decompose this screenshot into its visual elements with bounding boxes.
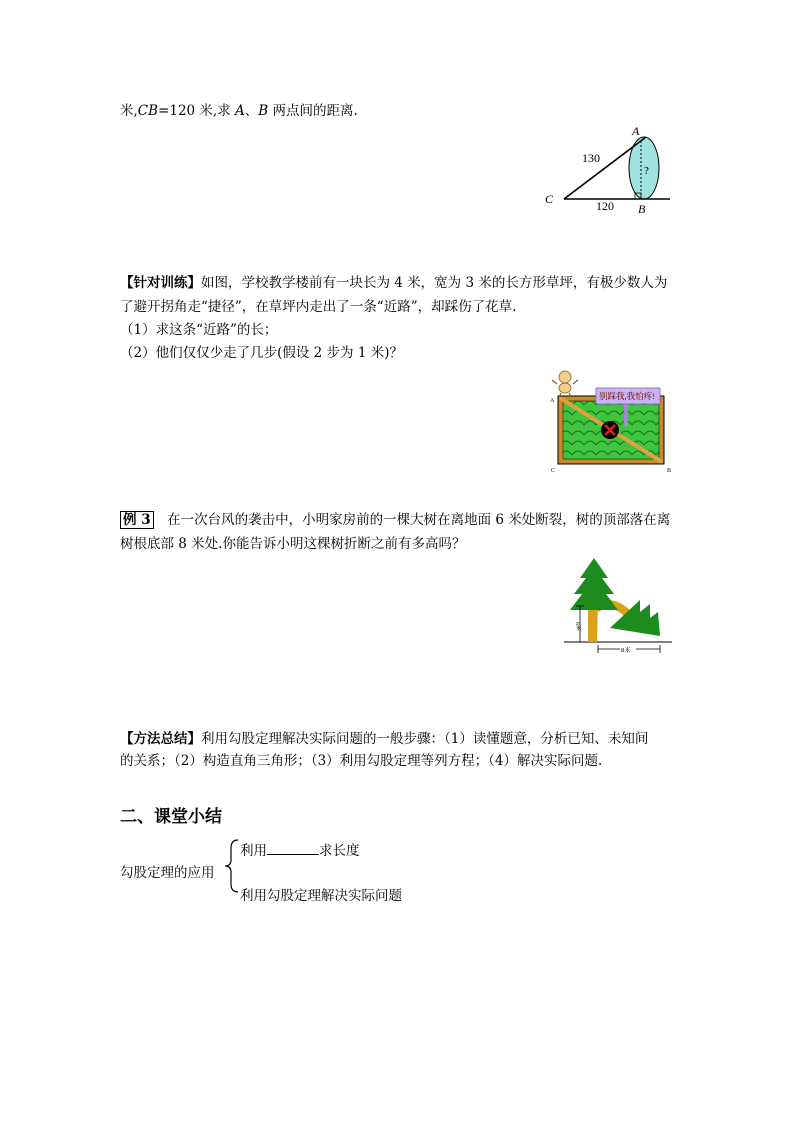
training-line-1 [120, 274, 680, 292]
broken-tree-figure [560, 552, 676, 656]
label-c: C [545, 192, 554, 206]
intro-text-cb-eq: =120 米,求 [158, 103, 235, 119]
training-text-1: 如图，学校教学楼前有一块长为 4 米，宽为 3 米的长方形草坪，有极少数人为 [201, 275, 668, 291]
training-question-2: （2）他们仅仅少走了几步(假设 2 步为 1 米)？ [120, 345, 403, 361]
lawn-label-a: A [550, 398, 555, 404]
summary-root: 勾股定理的应用 [120, 865, 215, 881]
lawn-label-b: B [667, 468, 672, 474]
var-a: A [235, 103, 245, 119]
intro-sep: 、 [244, 103, 259, 119]
section-heading: 二、课堂小结 [120, 807, 222, 827]
var-cb: CB [137, 103, 159, 119]
curly-brace-icon [222, 838, 242, 894]
branch1-post: 求长度 [319, 843, 360, 859]
method-line-2: 的关系；（2）构造直角三角形；（3）利用勾股定理等列方程；（4）解决实际问题. [120, 753, 603, 769]
lawn-figure [548, 366, 678, 478]
summary-branch-2: 利用勾股定理解决实际问题 [240, 888, 402, 904]
training-line-2: 了避开拐角走“捷径”，在草坪内走出了一条“近路”，却踩伤了花草. [120, 299, 517, 315]
example3-line-1 [120, 511, 680, 529]
example3-tag: 例 3 [120, 511, 154, 529]
question-mark: ? [644, 165, 649, 177]
lawn-label-c: C [551, 468, 556, 474]
intro-text-pre: 米, [120, 103, 138, 119]
var-b: B [258, 103, 269, 119]
tree-crown [570, 558, 618, 610]
intro-text-post: 两点间的距离. [268, 103, 358, 119]
method-line-1 [120, 730, 680, 748]
label-a: A [632, 124, 640, 138]
hypotenuse-label: 130 [582, 151, 600, 165]
triangle-figure [540, 120, 680, 220]
fill-blank [267, 842, 319, 855]
branch1-pre: 利用 [240, 843, 267, 859]
intro-line [120, 102, 680, 120]
label-b: B [638, 202, 646, 216]
example3-line-2: 树根底部 8 米处.你能告诉小明这棵树折断之前有多高吗？ [120, 536, 466, 552]
sign-text: 别踩我,我怕疼! [599, 391, 655, 401]
height-label: 6米 [574, 622, 580, 631]
cartoon-character [552, 371, 578, 397]
base-label: 120 [596, 199, 614, 213]
summary-branch-1 [240, 839, 360, 859]
training-question-1: （1）求这条“近路”的长； [120, 322, 278, 338]
sign-post [624, 404, 628, 426]
training-tag: 【针对训练】 [120, 275, 201, 291]
distance-label: 8米 [621, 647, 631, 654]
example3-text-1: 在一次台风的袭击中，小明家房前的一棵大树在离地面 6 米处断裂，树的顶部落在离 [153, 512, 671, 528]
method-tag: 【方法总结】 [120, 731, 201, 747]
method-text-1: 利用勾股定理解决实际问题的一般步骤：（1）读懂题意，分析已知、未知间 [201, 731, 649, 747]
